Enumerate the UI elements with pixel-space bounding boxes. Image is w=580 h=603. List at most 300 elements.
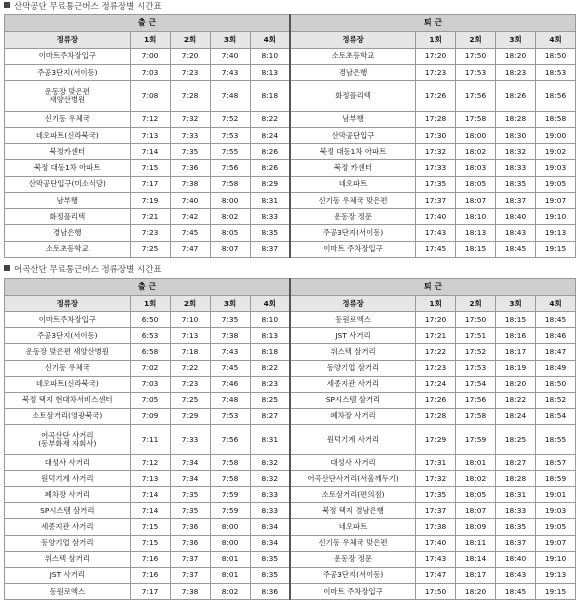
outbound-time: 18:31 bbox=[496, 487, 536, 503]
outbound-time: 17:28 bbox=[416, 408, 456, 424]
inbound-time: 7:48 bbox=[210, 81, 250, 112]
inbound-time: 7:15 bbox=[130, 519, 170, 535]
inbound-time: 6:58 bbox=[130, 344, 170, 360]
inbound-time: 7:40 bbox=[210, 48, 250, 64]
outbound-time: 17:26 bbox=[416, 81, 456, 112]
trip-column-header: 1회 bbox=[130, 32, 170, 48]
inbound-time: 7:16 bbox=[130, 551, 170, 567]
inbound-time: 8:18 bbox=[250, 344, 290, 360]
table-row bbox=[5, 160, 576, 176]
inbound-time: 8:35 bbox=[250, 567, 290, 583]
outbound-stop-name: 북정 대동1차 아파트 bbox=[290, 144, 416, 160]
trip-column-header: 4회 bbox=[250, 296, 290, 312]
inbound-time: 7:36 bbox=[170, 535, 210, 551]
outbound-time: 18:15 bbox=[496, 312, 536, 328]
outbound-time: 17:53 bbox=[456, 360, 496, 376]
trip-column-header: 2회 bbox=[170, 296, 210, 312]
trip-column-header: 3회 bbox=[210, 32, 250, 48]
inbound-time: 8:35 bbox=[250, 551, 290, 567]
inbound-time: 8:05 bbox=[210, 225, 250, 241]
inbound-time: 7:35 bbox=[170, 503, 210, 519]
inbound-time: 8:31 bbox=[250, 192, 290, 208]
square-bullet-icon bbox=[4, 265, 10, 271]
outbound-time: 19:13 bbox=[536, 567, 576, 583]
table-row bbox=[5, 503, 576, 519]
outbound-stop-name: 어곡산단사거리(서울깨두기) bbox=[290, 471, 416, 487]
inbound-time: 8:22 bbox=[250, 360, 290, 376]
trip-column-header: 1회 bbox=[416, 32, 456, 48]
trip-column-header: 4회 bbox=[250, 32, 290, 48]
inbound-time: 8:34 bbox=[250, 535, 290, 551]
inbound-stop-name: 위스텍 삼거리 bbox=[5, 551, 131, 567]
inbound-stop-name: 소토삼거리(영광북국) bbox=[5, 408, 131, 424]
trip-column-header: 3회 bbox=[496, 32, 536, 48]
inbound-time: 6:50 bbox=[130, 312, 170, 328]
inbound-time: 8:13 bbox=[250, 64, 290, 80]
inbound-time: 7:28 bbox=[170, 81, 210, 112]
outbound-time: 18:47 bbox=[536, 344, 576, 360]
inbound-stop-name: 이마트주차장입구 bbox=[5, 312, 131, 328]
outbound-stop-name: 북정 택지 경남은행 bbox=[290, 503, 416, 519]
outbound-time: 17:22 bbox=[416, 344, 456, 360]
outbound-time: 18:05 bbox=[456, 176, 496, 192]
inbound-time: 7:58 bbox=[210, 471, 250, 487]
outbound-time: 17:28 bbox=[416, 111, 456, 127]
outbound-time: 18:45 bbox=[496, 583, 536, 599]
outbound-time: 18:17 bbox=[456, 567, 496, 583]
outbound-time: 18:40 bbox=[496, 551, 536, 567]
inbound-stop-name: 소토초등학교 bbox=[5, 241, 131, 257]
outbound-label: 퇴 근 bbox=[290, 279, 576, 296]
outbound-time: 18:55 bbox=[536, 424, 576, 454]
outbound-time: 18:03 bbox=[456, 160, 496, 176]
outbound-time: 18:13 bbox=[456, 225, 496, 241]
outbound-time: 18:43 bbox=[496, 567, 536, 583]
outbound-time: 18:33 bbox=[496, 160, 536, 176]
inbound-stop-name: 경남은행 bbox=[5, 225, 131, 241]
inbound-time: 7:35 bbox=[210, 312, 250, 328]
inbound-time: 7:43 bbox=[210, 344, 250, 360]
inbound-stop-name: 원덕기계 사거리 bbox=[5, 471, 131, 487]
outbound-time: 17:56 bbox=[456, 392, 496, 408]
outbound-time: 17:23 bbox=[416, 360, 456, 376]
outbound-time: 19:05 bbox=[536, 519, 576, 535]
inbound-time: 7:03 bbox=[130, 64, 170, 80]
inbound-time: 7:38 bbox=[170, 583, 210, 599]
inbound-stop-name: 세종지관 사거리 bbox=[5, 519, 131, 535]
inbound-stop-name: 동양기업 삼거리 bbox=[5, 535, 131, 551]
inbound-time: 7:56 bbox=[210, 424, 250, 454]
inbound-time: 8:32 bbox=[250, 455, 290, 471]
table-row bbox=[5, 535, 576, 551]
outbound-time: 17:58 bbox=[456, 111, 496, 127]
inbound-time: 7:34 bbox=[170, 455, 210, 471]
outbound-time: 18:43 bbox=[496, 225, 536, 241]
outbound-time: 18:28 bbox=[496, 471, 536, 487]
outbound-label: 퇴 근 bbox=[290, 15, 576, 32]
outbound-time: 18:07 bbox=[456, 192, 496, 208]
inbound-time: 8:22 bbox=[250, 111, 290, 127]
outbound-time: 17:50 bbox=[416, 583, 456, 599]
inbound-time: 7:19 bbox=[130, 192, 170, 208]
inbound-time: 8:29 bbox=[250, 176, 290, 192]
inbound-stop-name: 신기동 우체국 bbox=[5, 360, 131, 376]
inbound-time: 7:38 bbox=[170, 176, 210, 192]
inbound-stop-name: 북정 대동1차 아파트 bbox=[5, 160, 131, 176]
inbound-time: 8:33 bbox=[250, 487, 290, 503]
outbound-time: 17:58 bbox=[456, 408, 496, 424]
inbound-stop-name: JST 사거리 bbox=[5, 567, 131, 583]
table-row bbox=[5, 111, 576, 127]
outbound-time: 19:05 bbox=[536, 176, 576, 192]
inbound-time: 7:23 bbox=[170, 376, 210, 392]
inbound-time: 8:10 bbox=[250, 48, 290, 64]
inbound-time: 7:13 bbox=[130, 471, 170, 487]
outbound-stop-name: JST 사거리 bbox=[290, 328, 416, 344]
inbound-stop-name: 주공3단지(서이동) bbox=[5, 328, 131, 344]
outbound-time: 17:31 bbox=[416, 455, 456, 471]
outbound-time: 18:56 bbox=[536, 81, 576, 112]
table-row bbox=[5, 344, 576, 360]
outbound-time: 17:53 bbox=[456, 64, 496, 80]
outbound-stop-name: 북정 카센터 bbox=[290, 160, 416, 176]
outbound-time: 17:43 bbox=[416, 551, 456, 567]
section-2-title-text: 어곡산단 무료통근버스 정류장별 시간표 bbox=[14, 265, 162, 275]
table-row bbox=[5, 424, 576, 454]
inbound-stop-name: 운동장 맞은편 새양산병원 bbox=[5, 344, 131, 360]
outbound-time: 17:29 bbox=[416, 424, 456, 454]
outbound-stop-name: 원덕기계 사거리 bbox=[290, 424, 416, 454]
outbound-stop-name: 신기동 우체국 맞은편 bbox=[290, 535, 416, 551]
outbound-time: 18:15 bbox=[456, 241, 496, 257]
inbound-stop-name: 신기동 우체국 bbox=[5, 111, 131, 127]
inbound-time: 6:53 bbox=[130, 328, 170, 344]
inbound-stop-name: 산막공단입구(미소식당) bbox=[5, 176, 131, 192]
inbound-time: 7:00 bbox=[130, 48, 170, 64]
inbound-time: 8:37 bbox=[250, 241, 290, 257]
outbound-stop-name: 산막공단입구 bbox=[290, 127, 416, 143]
inbound-stop-name: 어곡산단 사거리 (동부화재 자회사) bbox=[5, 424, 131, 454]
table-row bbox=[5, 583, 576, 599]
table-row bbox=[5, 312, 576, 328]
outbound-stop-name: 이마트 주차장입구 bbox=[290, 583, 416, 599]
trip-column-header: 3회 bbox=[210, 296, 250, 312]
outbound-time: 18:14 bbox=[456, 551, 496, 567]
outbound-time: 18:45 bbox=[496, 241, 536, 257]
outbound-stop-name: 위스텍 삼거리 bbox=[290, 344, 416, 360]
inbound-time: 7:20 bbox=[170, 48, 210, 64]
table-row bbox=[5, 127, 576, 143]
inbound-time: 7:17 bbox=[130, 176, 170, 192]
inbound-time: 7:45 bbox=[170, 225, 210, 241]
table-row bbox=[5, 209, 576, 225]
inbound-time: 8:33 bbox=[250, 209, 290, 225]
inbound-time: 7:35 bbox=[170, 487, 210, 503]
outbound-time: 18:50 bbox=[536, 48, 576, 64]
outbound-time: 18:22 bbox=[496, 392, 536, 408]
outbound-time: 17:32 bbox=[416, 471, 456, 487]
outbound-time: 18:20 bbox=[496, 376, 536, 392]
outbound-time: 17:59 bbox=[456, 424, 496, 454]
outbound-time: 19:02 bbox=[536, 144, 576, 160]
inbound-time: 7:13 bbox=[170, 328, 210, 344]
inbound-time: 8:00 bbox=[210, 535, 250, 551]
inbound-time: 8:26 bbox=[250, 160, 290, 176]
inbound-stop-name: 화정플리텍 bbox=[5, 209, 131, 225]
outbound-time: 18:49 bbox=[536, 360, 576, 376]
inbound-time: 7:12 bbox=[130, 111, 170, 127]
inbound-time: 7:14 bbox=[130, 144, 170, 160]
timetable-eogok bbox=[4, 278, 576, 600]
inbound-time: 7:36 bbox=[170, 160, 210, 176]
inbound-time: 7:42 bbox=[170, 209, 210, 225]
outbound-time: 17:30 bbox=[416, 127, 456, 143]
trip-column-header: 2회 bbox=[456, 296, 496, 312]
outbound-time: 18:32 bbox=[496, 144, 536, 160]
trip-column-header: 2회 bbox=[456, 32, 496, 48]
outbound-time: 18:19 bbox=[496, 360, 536, 376]
outbound-time: 18:20 bbox=[456, 583, 496, 599]
inbound-time: 7:43 bbox=[210, 64, 250, 80]
inbound-time: 8:02 bbox=[210, 583, 250, 599]
inbound-time: 7:09 bbox=[130, 408, 170, 424]
inbound-time: 8:01 bbox=[210, 551, 250, 567]
table-row bbox=[5, 360, 576, 376]
inbound-time: 8:23 bbox=[250, 376, 290, 392]
group-header-row bbox=[5, 279, 576, 296]
stop-column-header: 정류장 bbox=[5, 296, 131, 312]
outbound-time: 18:52 bbox=[536, 392, 576, 408]
outbound-stop-name: 운동장 정문 bbox=[290, 209, 416, 225]
outbound-time: 17:24 bbox=[416, 376, 456, 392]
outbound-time: 18:28 bbox=[496, 111, 536, 127]
table-row bbox=[5, 471, 576, 487]
inbound-time: 7:15 bbox=[130, 160, 170, 176]
outbound-time: 19:00 bbox=[536, 127, 576, 143]
outbound-time: 17:50 bbox=[456, 312, 496, 328]
table-row bbox=[5, 567, 576, 583]
table-row bbox=[5, 487, 576, 503]
outbound-stop-name: 운동장 정문 bbox=[290, 551, 416, 567]
inbound-time: 7:59 bbox=[210, 503, 250, 519]
inbound-time: 7:38 bbox=[210, 328, 250, 344]
inbound-time: 7:58 bbox=[210, 455, 250, 471]
inbound-label: 출 근 bbox=[5, 15, 290, 32]
outbound-time: 18:59 bbox=[536, 471, 576, 487]
inbound-stop-name: 남부행 bbox=[5, 192, 131, 208]
inbound-time: 7:17 bbox=[130, 583, 170, 599]
stop-column-header: 정류장 bbox=[5, 32, 131, 48]
inbound-time: 7:52 bbox=[210, 111, 250, 127]
inbound-time: 7:18 bbox=[170, 344, 210, 360]
inbound-time: 7:02 bbox=[130, 360, 170, 376]
table-row bbox=[5, 192, 576, 208]
outbound-stop-name: SP시스템 삼거리 bbox=[290, 392, 416, 408]
outbound-time: 17:51 bbox=[456, 328, 496, 344]
outbound-time: 17:23 bbox=[416, 64, 456, 80]
stop-column-header: 정류장 bbox=[290, 32, 416, 48]
inbound-time: 7:33 bbox=[170, 127, 210, 143]
outbound-stop-name: 남부행 bbox=[290, 111, 416, 127]
inbound-time: 8:01 bbox=[210, 567, 250, 583]
table-row bbox=[5, 241, 576, 257]
inbound-time: 8:25 bbox=[250, 392, 290, 408]
outbound-time: 19:10 bbox=[536, 551, 576, 567]
outbound-time: 18:35 bbox=[496, 519, 536, 535]
inbound-time: 8:33 bbox=[250, 503, 290, 519]
trip-column-header: 4회 bbox=[536, 296, 576, 312]
inbound-time: 7:14 bbox=[130, 503, 170, 519]
inbound-time: 8:24 bbox=[250, 127, 290, 143]
outbound-time: 17:40 bbox=[416, 535, 456, 551]
inbound-time: 7:40 bbox=[170, 192, 210, 208]
outbound-time: 18:27 bbox=[496, 455, 536, 471]
inbound-stop-name: 이마트주차장입구 bbox=[5, 48, 131, 64]
inbound-time: 7:29 bbox=[170, 408, 210, 424]
inbound-stop-name: 대성사 사거리 bbox=[5, 455, 131, 471]
inbound-time: 7:12 bbox=[130, 455, 170, 471]
outbound-time: 17:20 bbox=[416, 48, 456, 64]
outbound-time: 18:05 bbox=[456, 487, 496, 503]
outbound-time: 17:32 bbox=[416, 144, 456, 160]
outbound-stop-name: 주공3단지(서이동) bbox=[290, 225, 416, 241]
outbound-time: 19:01 bbox=[536, 487, 576, 503]
outbound-time: 17:43 bbox=[416, 225, 456, 241]
outbound-stop-name: 소토초등학교 bbox=[290, 48, 416, 64]
outbound-time: 19:07 bbox=[536, 535, 576, 551]
outbound-time: 17:47 bbox=[416, 567, 456, 583]
outbound-stop-name: 세종지관 사거리 bbox=[290, 376, 416, 392]
outbound-stop-name: 네오파트 bbox=[290, 176, 416, 192]
inbound-time: 7:13 bbox=[130, 127, 170, 143]
inbound-time: 7:37 bbox=[170, 567, 210, 583]
outbound-time: 18:23 bbox=[496, 64, 536, 80]
outbound-time: 17:38 bbox=[416, 519, 456, 535]
inbound-time: 7:45 bbox=[210, 360, 250, 376]
inbound-time: 7:36 bbox=[170, 519, 210, 535]
inbound-time: 7:23 bbox=[170, 64, 210, 80]
outbound-stop-name: 대성사 사거리 bbox=[290, 455, 416, 471]
square-bullet-icon bbox=[4, 2, 10, 8]
outbound-time: 18:17 bbox=[496, 344, 536, 360]
outbound-time: 18:25 bbox=[496, 424, 536, 454]
inbound-time: 7:03 bbox=[130, 376, 170, 392]
table-row bbox=[5, 225, 576, 241]
outbound-time: 17:45 bbox=[416, 241, 456, 257]
outbound-time: 17:37 bbox=[416, 192, 456, 208]
inbound-time: 7:55 bbox=[210, 144, 250, 160]
inbound-time: 8:07 bbox=[210, 241, 250, 257]
inbound-time: 7:25 bbox=[170, 392, 210, 408]
table-row bbox=[5, 81, 576, 112]
trip-column-header: 1회 bbox=[416, 296, 456, 312]
timetable-sanmak bbox=[4, 14, 576, 258]
outbound-time: 18:02 bbox=[456, 471, 496, 487]
inbound-time: 8:36 bbox=[250, 583, 290, 599]
table-row bbox=[5, 519, 576, 535]
inbound-label: 출 근 bbox=[5, 279, 290, 296]
outbound-time: 18:37 bbox=[496, 535, 536, 551]
inbound-time: 7:37 bbox=[170, 551, 210, 567]
inbound-time: 8:26 bbox=[250, 144, 290, 160]
outbound-stop-name: 화정플리텍 bbox=[290, 81, 416, 112]
table-row bbox=[5, 48, 576, 64]
column-header-row bbox=[5, 32, 576, 48]
inbound-time: 7:21 bbox=[130, 209, 170, 225]
inbound-time: 7:46 bbox=[210, 376, 250, 392]
outbound-time: 17:50 bbox=[456, 48, 496, 64]
outbound-time: 18:01 bbox=[456, 455, 496, 471]
inbound-time: 7:59 bbox=[210, 487, 250, 503]
outbound-time: 18:24 bbox=[496, 408, 536, 424]
group-header-row bbox=[5, 15, 576, 32]
outbound-time: 19:03 bbox=[536, 503, 576, 519]
inbound-time: 8:32 bbox=[250, 471, 290, 487]
trip-column-header: 3회 bbox=[496, 296, 536, 312]
outbound-stop-name: 네오파트 bbox=[290, 519, 416, 535]
outbound-time: 18:37 bbox=[496, 192, 536, 208]
table-row bbox=[5, 176, 576, 192]
inbound-time: 7:47 bbox=[170, 241, 210, 257]
inbound-stop-name: SP시스템 삼거리 bbox=[5, 503, 131, 519]
inbound-time: 7:33 bbox=[170, 424, 210, 454]
inbound-time: 7:56 bbox=[210, 160, 250, 176]
inbound-time: 7:48 bbox=[210, 392, 250, 408]
inbound-time: 8:35 bbox=[250, 225, 290, 241]
table-row bbox=[5, 551, 576, 567]
outbound-time: 18:35 bbox=[496, 176, 536, 192]
inbound-time: 7:32 bbox=[170, 111, 210, 127]
outbound-time: 18:30 bbox=[496, 127, 536, 143]
outbound-time: 17:20 bbox=[416, 312, 456, 328]
inbound-time: 8:13 bbox=[250, 328, 290, 344]
outbound-stop-name: 폐차장 사거리 bbox=[290, 408, 416, 424]
inbound-time: 8:27 bbox=[250, 408, 290, 424]
outbound-time: 17:35 bbox=[416, 487, 456, 503]
stop-column-header: 정류장 bbox=[290, 296, 416, 312]
trip-column-header: 4회 bbox=[536, 32, 576, 48]
inbound-stop-name: 네오파트(신라북국) bbox=[5, 127, 131, 143]
inbound-time: 7:22 bbox=[170, 360, 210, 376]
table-row bbox=[5, 64, 576, 80]
table-row bbox=[5, 144, 576, 160]
inbound-time: 7:15 bbox=[130, 535, 170, 551]
outbound-time: 19:03 bbox=[536, 160, 576, 176]
inbound-stop-name: 폐차장 사거리 bbox=[5, 487, 131, 503]
outbound-time: 18:50 bbox=[536, 376, 576, 392]
inbound-time: 8:00 bbox=[210, 519, 250, 535]
outbound-time: 19:07 bbox=[536, 192, 576, 208]
column-header-row bbox=[5, 296, 576, 312]
table-row bbox=[5, 455, 576, 471]
outbound-time: 17:52 bbox=[456, 344, 496, 360]
table-row bbox=[5, 408, 576, 424]
outbound-stop-name: 동양기업 삼거리 bbox=[290, 360, 416, 376]
inbound-time: 8:18 bbox=[250, 81, 290, 112]
inbound-time: 7:05 bbox=[130, 392, 170, 408]
outbound-stop-name: 경남은행 bbox=[290, 64, 416, 80]
inbound-time: 7:16 bbox=[130, 567, 170, 583]
section-1-title bbox=[4, 1, 162, 13]
table-row bbox=[5, 392, 576, 408]
trip-column-header: 2회 bbox=[170, 32, 210, 48]
outbound-time: 17:35 bbox=[416, 176, 456, 192]
outbound-time: 19:15 bbox=[536, 583, 576, 599]
inbound-time: 8:10 bbox=[250, 312, 290, 328]
outbound-time: 19:15 bbox=[536, 241, 576, 257]
outbound-time: 18:26 bbox=[496, 81, 536, 112]
inbound-stop-name: 운동장 맞은편 새양산병원 bbox=[5, 81, 131, 112]
